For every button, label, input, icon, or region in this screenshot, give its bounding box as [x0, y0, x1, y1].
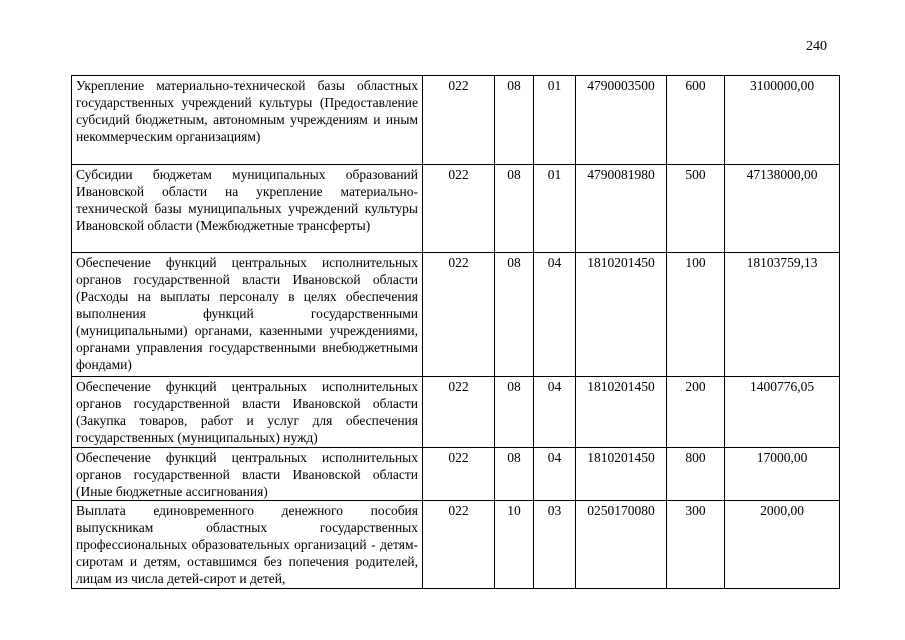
- amount-value: 17000,00: [725, 448, 840, 501]
- table-row: [72, 165, 840, 253]
- amount-value: 2000,00: [725, 501, 840, 589]
- row-description: Обеспечение функций центральных исполнительных органов государственной власти Ивановской области (Расходы на выплаты персоналу в целях обеспечения выполнения функций государственными (муниципальными) органами, казенными учреждениями, органами управления государственными внебюджетными фондами): [72, 253, 423, 377]
- target-article-code: 4790003500: [576, 76, 667, 165]
- row-description: Выплата единовременного денежного пособия выпускникам областных государственных профессиональных образовательных организаций - детям-сиротам и детям, оставшимся без попечения родителей, лицам из числа детей-сирот и детей,: [72, 501, 423, 589]
- subsection-code: 04: [534, 448, 576, 501]
- target-article-code: 4790081980: [576, 165, 667, 253]
- target-article-code: 1810201450: [576, 377, 667, 448]
- ministry-code: 022: [423, 253, 495, 377]
- row-description: Обеспечение функций центральных исполнительных органов государственной власти Ивановской области (Закупка товаров, работ и услуг для обеспечения государственных (муниципальных) нужд): [72, 377, 423, 448]
- ministry-code: 022: [423, 165, 495, 253]
- ministry-code: 022: [423, 501, 495, 589]
- section-code: 10: [495, 501, 534, 589]
- table-row: [72, 76, 840, 165]
- amount-value: 47138000,00: [725, 165, 840, 253]
- table-row: [72, 448, 840, 501]
- section-code: 08: [495, 165, 534, 253]
- table-row: [72, 253, 840, 377]
- target-article-code: 0250170080: [576, 501, 667, 589]
- page-number: 240: [806, 39, 827, 54]
- amount-value: 3100000,00: [725, 76, 840, 165]
- ministry-code: 022: [423, 76, 495, 165]
- amount-value: 18103759,13: [725, 253, 840, 377]
- table-row: [72, 377, 840, 448]
- section-code: 08: [495, 253, 534, 377]
- subsection-code: 01: [534, 165, 576, 253]
- subsection-code: 03: [534, 501, 576, 589]
- ministry-code: 022: [423, 448, 495, 501]
- ministry-code: 022: [423, 377, 495, 448]
- expense-type-code: 600: [667, 76, 725, 165]
- expense-type-code: 100: [667, 253, 725, 377]
- target-article-code: 1810201450: [576, 253, 667, 377]
- subsection-code: 01: [534, 76, 576, 165]
- subsection-code: 04: [534, 377, 576, 448]
- target-article-code: 1810201450: [576, 448, 667, 501]
- section-code: 08: [495, 448, 534, 501]
- row-description: Обеспечение функций центральных исполнительных органов государственной власти Ивановской области (Иные бюджетные ассигнования): [72, 448, 423, 501]
- subsection-code: 04: [534, 253, 576, 377]
- row-description: Субсидии бюджетам муниципальных образований Ивановской области на укрепление материально-технической базы муниципальных учреждений культуры Ивановской области (Межбюджетные трансферты): [72, 165, 423, 253]
- expense-type-code: 300: [667, 501, 725, 589]
- expense-type-code: 500: [667, 165, 725, 253]
- expense-type-code: 200: [667, 377, 725, 448]
- table-row: [72, 501, 840, 589]
- amount-value: 1400776,05: [725, 377, 840, 448]
- budget-table: [71, 75, 840, 589]
- section-code: 08: [495, 377, 534, 448]
- row-description: Укрепление материально-технической базы областных государственных учреждений культуры (Предоставление субсидий бюджетным, автономным учреждениям и иным некоммерческим организациям): [72, 76, 423, 165]
- section-code: 08: [495, 76, 534, 165]
- expense-type-code: 800: [667, 448, 725, 501]
